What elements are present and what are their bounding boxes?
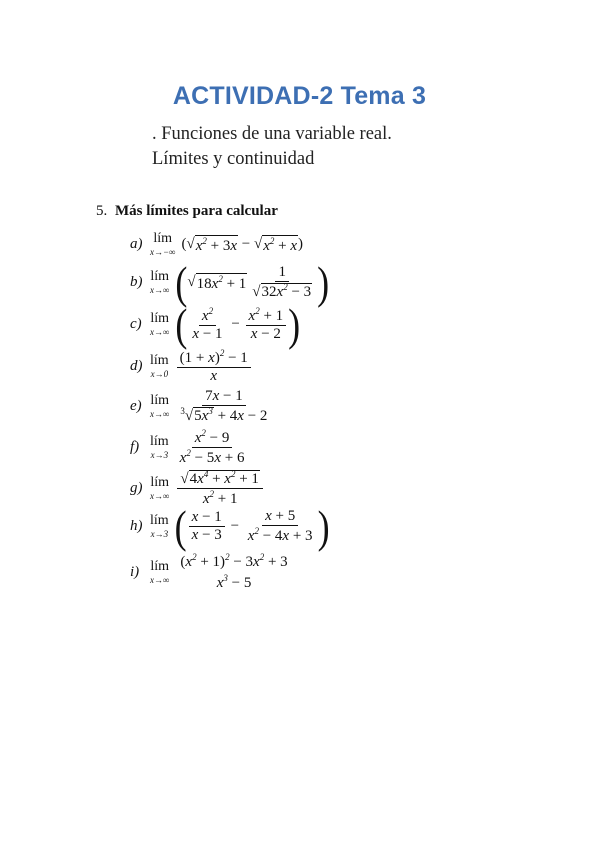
limit-operator: lím x→0 xyxy=(150,353,169,380)
exercise-f xyxy=(130,428,249,468)
exercise-label: g) xyxy=(130,480,143,497)
section-number: 5. xyxy=(96,203,108,219)
exercise-label: i) xyxy=(130,563,140,580)
limit-expression: ( $\frac{x - 1}{x - 3}$ − $\frac{x + 5}{x^2 - 4x + 3}$ ) xyxy=(174,501,330,552)
exercise-i xyxy=(130,551,293,594)
exercise-g xyxy=(130,469,265,509)
exercise-a xyxy=(130,232,303,257)
subtitle-line-2: Límites y continuidad xyxy=(152,149,315,169)
limit-expression: $\frac{(1 + x)^2 - 1}{x}$ xyxy=(175,348,253,386)
limit-expression: $\frac{x^2 - 9}{x^2 - 5x + 6}$ xyxy=(179,428,245,467)
page-title: ACTIVIDAD-2 Tema 3 xyxy=(172,82,427,110)
exercise-c xyxy=(130,299,301,350)
limit-expression: ( √ $18x^2 + 1$ $\frac{1}{√32x^2 - 3}$ ) xyxy=(175,257,330,308)
limit-expression: $(x^2 + 1)^2 - 3x^2 + 3$ $x^3 - 5$ xyxy=(180,552,288,592)
exercise-label: a) xyxy=(130,236,143,252)
exercise-label: b) xyxy=(130,274,143,291)
limit-operator: lím x→−∞ xyxy=(150,231,176,257)
subtitle-line-1: . Funciones de una variable real. xyxy=(152,124,392,144)
limit-operator: lím x→∞ xyxy=(150,475,170,502)
exercise-label: h) xyxy=(130,518,143,535)
subtitle xyxy=(152,122,392,172)
limit-expression: ( $\frac{x^2}{x - 1}$ − $\frac{x^2 + 1}{x - 2}$ ) xyxy=(175,299,301,350)
section-heading xyxy=(96,203,278,220)
limit-expression: ( √ $x^2 + 3x$ − √ $x^2 + x$ ) xyxy=(181,235,304,254)
exercise-b xyxy=(130,257,330,308)
exercise-label: f) xyxy=(130,439,140,456)
limit-expression: $\frac{7x - 1}{^3√5x^3 + 4x - 2}$ xyxy=(180,388,268,425)
exercise-label: d) xyxy=(130,358,143,375)
limit-operator: lím x→∞ xyxy=(150,269,170,296)
limit-operator: lím x→3 xyxy=(150,513,169,540)
exercise-h xyxy=(130,501,330,552)
exercise-label: e) xyxy=(130,398,142,415)
limit-expression: $\frac{√4x^4 + x^2 + 1}{x^2 + 1}$ xyxy=(175,469,265,509)
limit-operator: lím x→∞ xyxy=(150,311,170,338)
limit-operator: lím x→3 xyxy=(150,434,169,461)
limit-operator: lím x→∞ xyxy=(150,558,170,585)
exercise-e xyxy=(130,388,272,426)
exercise-label: c) xyxy=(130,316,142,333)
limit-operator: lím x→∞ xyxy=(150,393,170,420)
exercise-d xyxy=(130,348,253,386)
section-heading-text: Más límites para calcular xyxy=(115,203,278,219)
